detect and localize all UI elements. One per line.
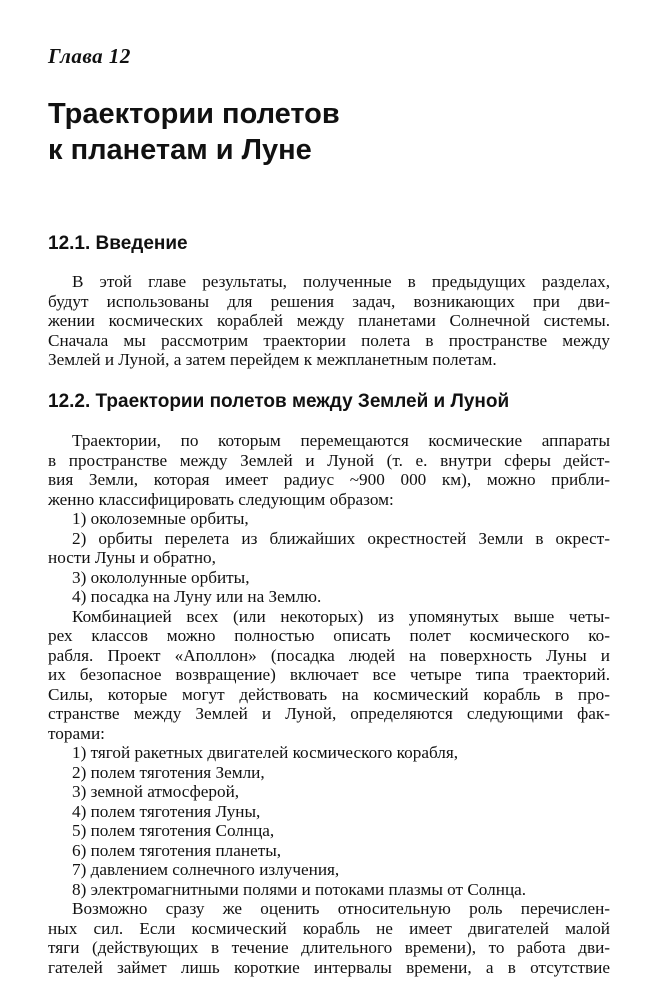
list-item: 1) тягой ракетных двигателей космического корабля, xyxy=(72,743,459,762)
text-line: Комбинацией всех (или некоторых) из упомянутых выше четы- xyxy=(72,606,610,626)
list-item: 4) полем тяготения Луны, xyxy=(72,801,261,821)
list-item: 4) посадка на Луну или на Землю. xyxy=(72,587,322,606)
list-item: 1) околоземные орбиты, xyxy=(72,509,249,528)
list-item: 5) полем тяготения Солнца, xyxy=(72,821,275,840)
text-line: гателей займет лишь короткие интервалы времени, а в отсутствие xyxy=(48,957,610,977)
text-line: ных сил. Если космический корабль не имеет двигателей малой xyxy=(48,918,610,938)
section-heading-introduction: 12.1. Введение xyxy=(48,233,188,254)
text-line: в пространстве между Землей и Луной (т. е. внутри сферы дейст- xyxy=(48,450,610,470)
section-heading-earth-moon: 12.2. Траектории полетов между Землей и Луной xyxy=(48,391,510,412)
text-line: Траектории, по которым перемещаются космические аппараты xyxy=(72,431,610,450)
text-line: рех классов можно полностью описать полет космического ко- xyxy=(48,626,610,645)
list-item: 7) давлением солнечного излучения, xyxy=(72,860,340,879)
text-line: вия Земли, которая имеет радиус ~900 000 км), можно прибли- xyxy=(48,470,610,489)
list-item: 3) окололунные орбиты, xyxy=(72,567,250,587)
list-item: 8) электромагнитными полями и потоками плазмы от Солнца. xyxy=(72,879,527,899)
text-line: В этой главе результаты, полученные в предыдущих разделах, xyxy=(72,272,610,291)
chapter-title-line: к планетам и Луне xyxy=(48,134,312,166)
text-line: их безопасное возвращение) включает все четыре типа траекторий. xyxy=(48,665,610,684)
text-line: будут использованы для решения задач, возникающих при дви- xyxy=(48,291,610,311)
text-line: Силы, которые могут действовать на космический корабль в про- xyxy=(48,684,610,704)
text-line: женно классифицировать следующим образом: xyxy=(48,489,394,509)
text-line: Землей и Луной, а затем перейдем к межпланетным полетам. xyxy=(48,350,497,369)
section-earth-moon-body xyxy=(48,431,610,977)
text-line: тяги (действующих в течение длительного времени), то работа дви- xyxy=(48,938,610,957)
section-introduction-paragraph xyxy=(48,272,610,370)
text-line: рабля. Проект «Аполлон» (посадка людей на поверхность Луны и xyxy=(48,645,610,665)
list-item: 3) земной атмосферой, xyxy=(72,782,240,801)
text-line: Сначала мы рассмотрим траектории полета в пространстве между xyxy=(48,330,610,350)
chapter-label: Глава 12 xyxy=(48,44,131,68)
list-item-continuation: ности Луны и обратно, xyxy=(48,548,216,567)
chapter-title-line: Траектории полетов xyxy=(48,98,340,130)
text-line: торами: xyxy=(48,723,105,743)
chapter-title xyxy=(48,96,340,168)
list-item: 2) полем тяготения Земли, xyxy=(72,762,265,782)
list-item: 2) орбиты перелета из ближайших окрестностей Земли в окрест- xyxy=(72,528,610,548)
text-line: странстве между Землей и Луной, определяются следующими фак- xyxy=(48,704,610,723)
text-line: Возможно сразу же оценить относительную роль перечислен- xyxy=(72,899,610,918)
text-line: жении космических кораблей между планетами Солнечной системы. xyxy=(48,311,610,330)
list-item: 6) полем тяготения планеты, xyxy=(72,840,282,860)
